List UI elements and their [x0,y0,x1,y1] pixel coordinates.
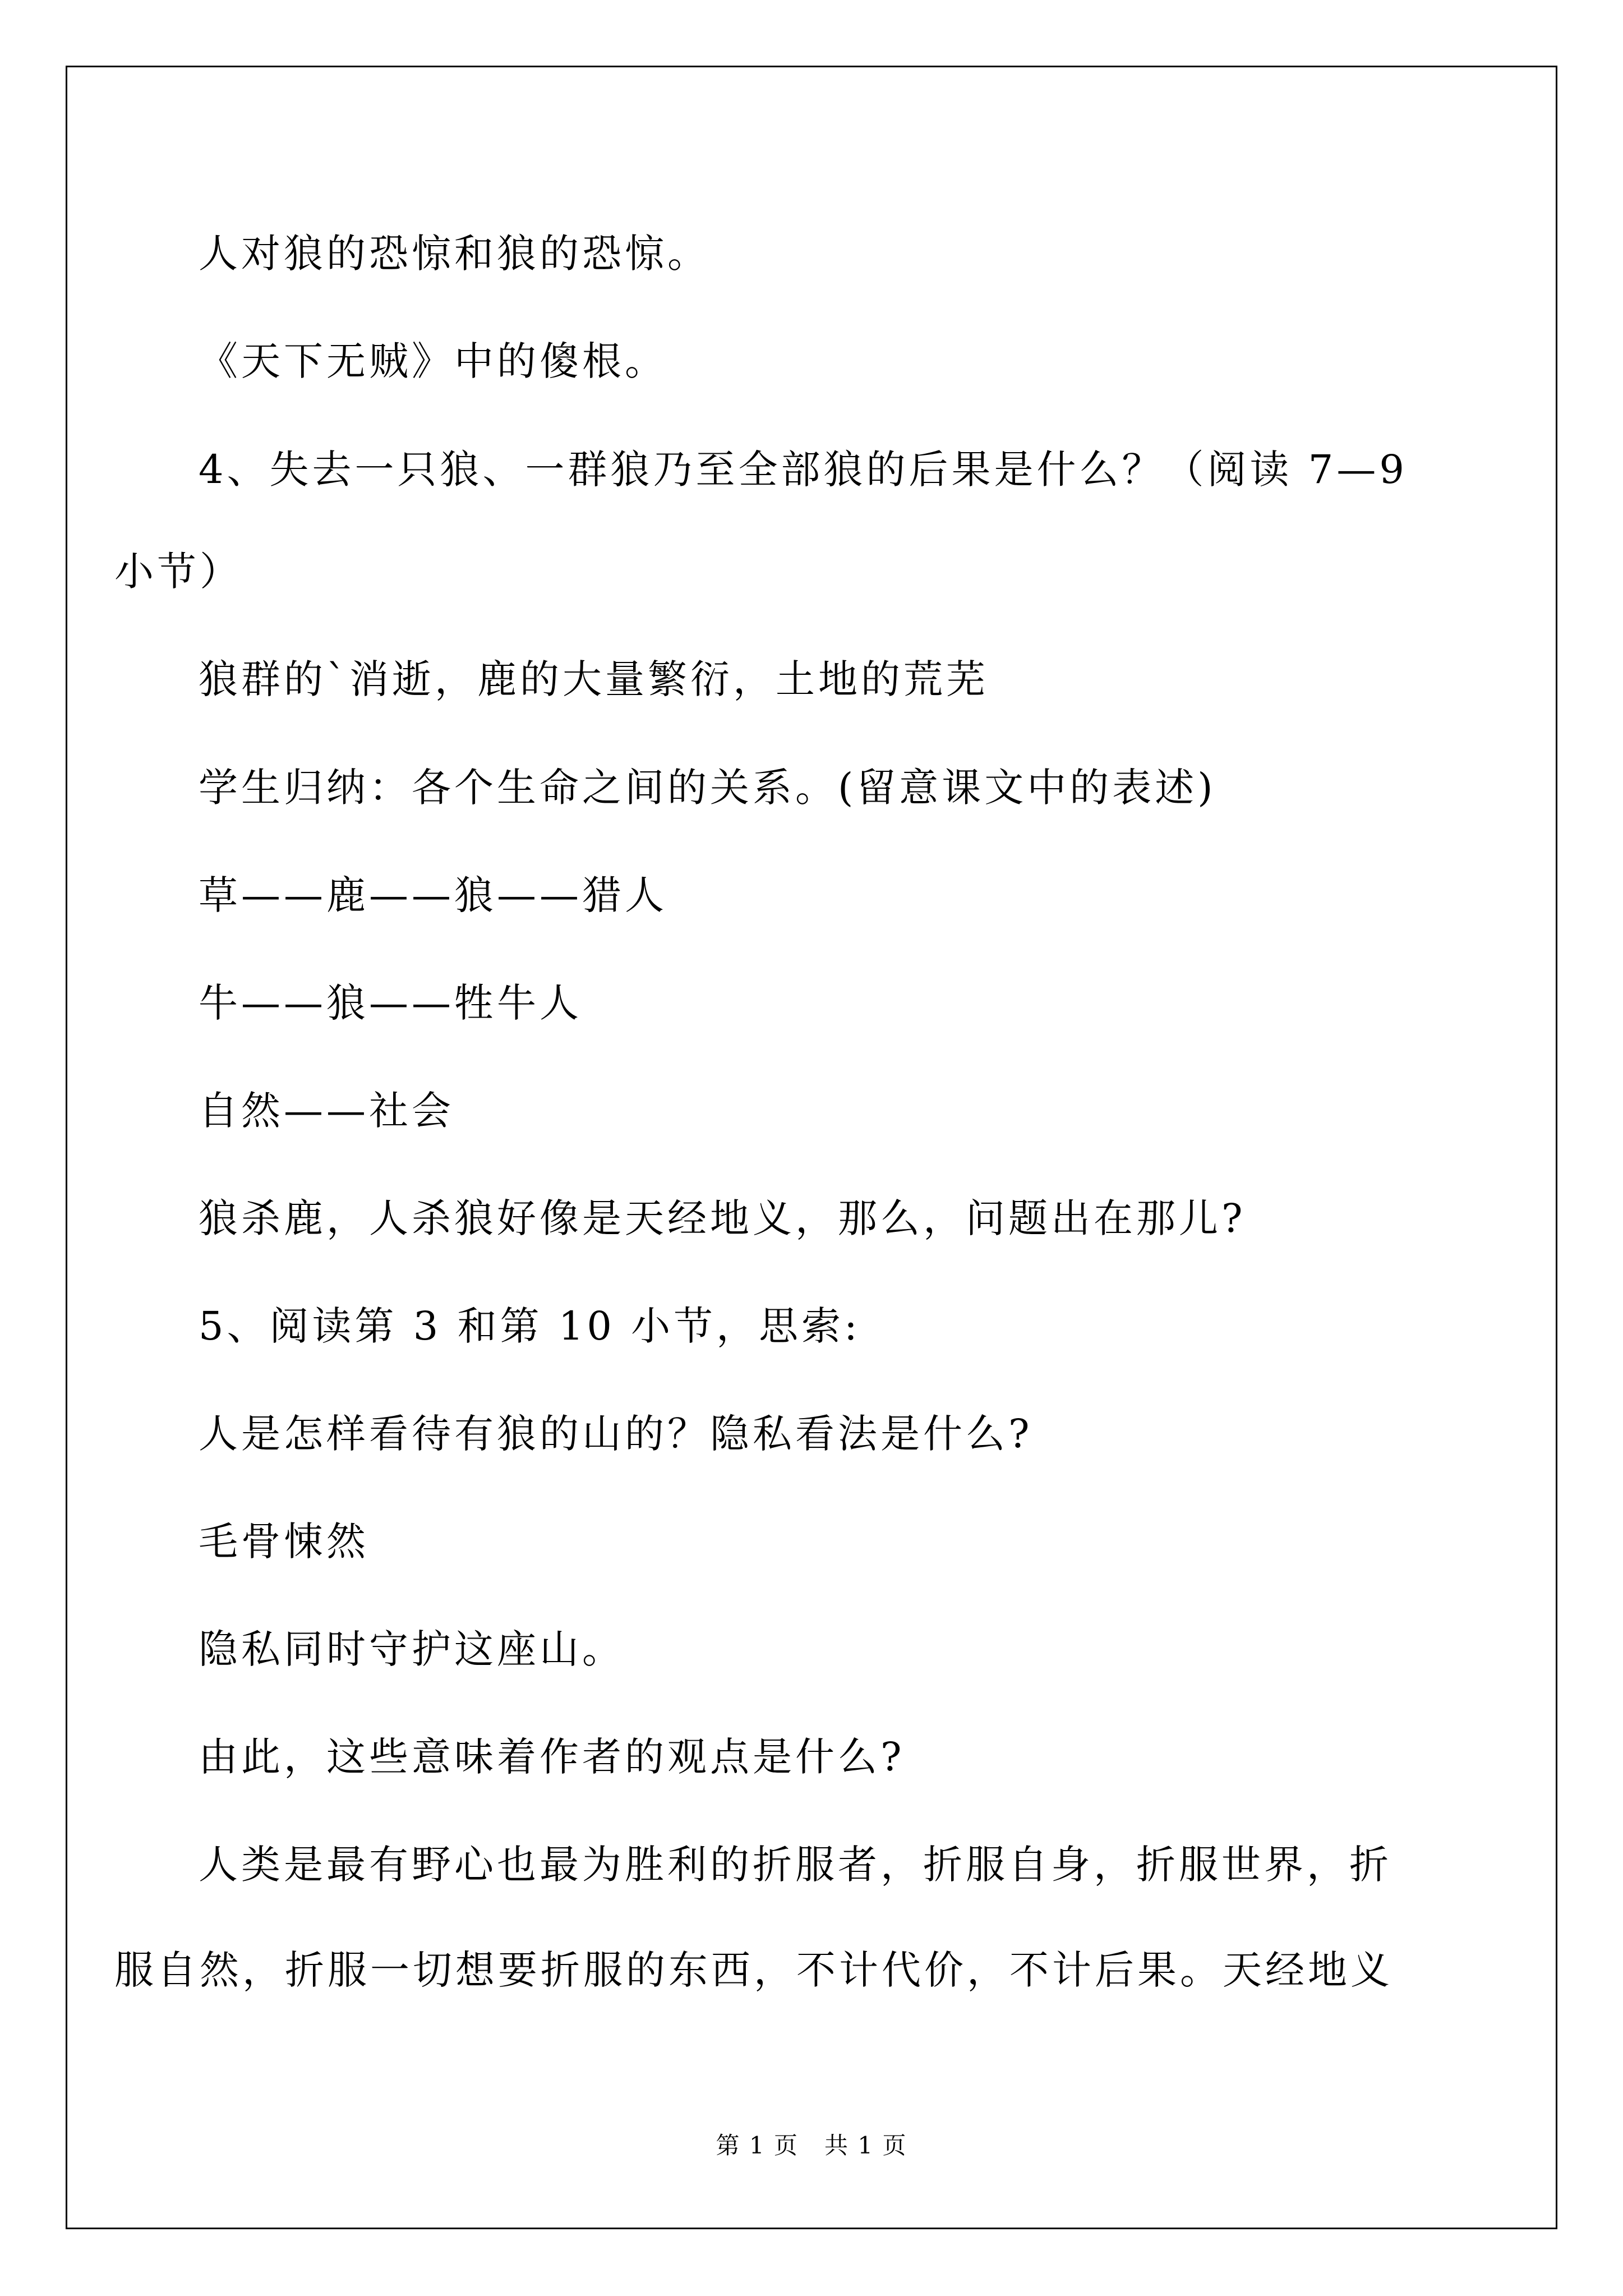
text-line: 狼群的`消逝，鹿的大量繁衍，土地的荒芜 [199,656,989,702]
text-line: 学生归纳：各个生命之间的关系。(留意课文中的表述) [199,765,1216,811]
text-line: 毛骨悚然 [199,1519,369,1565]
text-line: 人对狼的恐惊和狼的恐惊。 [199,231,710,277]
text-line: 人是怎样看待有狼的山的？隐私看法是什么? [199,1411,1033,1457]
page-border [66,66,1557,2229]
text-line: 《天下无贼》中的傻根。 [199,338,667,384]
text-line: 5、阅读第 3 和第 10 小节，思索: [199,1303,861,1349]
text-line: 牛——狼——牲牛人 [199,980,582,1026]
text-line: 人类是最有野心也最为胜利的折服者，折服自身，折服世界，折 [199,1842,1392,1888]
text-line: 由此，这些意味着作者的观点是什么? [199,1734,905,1780]
text-line: 小节） [114,549,242,595]
text-line: 隐私同时守护这座山。 [199,1626,625,1672]
text-line: 4、失去一只狼、一群狼乃至全部狼的后果是什么？（阅读 7—9 [199,447,1408,493]
text-line: 自然——社会 [199,1088,454,1134]
text-line: 服自然，折服一切想要折服的东西，不计代价，不计后果。天经地义 [114,1947,1393,1993]
text-line: 草——鹿——狼——猎人 [199,872,667,918]
text-line: 狼杀鹿，人杀狼好像是天经地义，那么，问题出在那儿? [199,1195,1246,1241]
page-number-footer: 第 1 页 共 1 页 [716,2132,907,2159]
